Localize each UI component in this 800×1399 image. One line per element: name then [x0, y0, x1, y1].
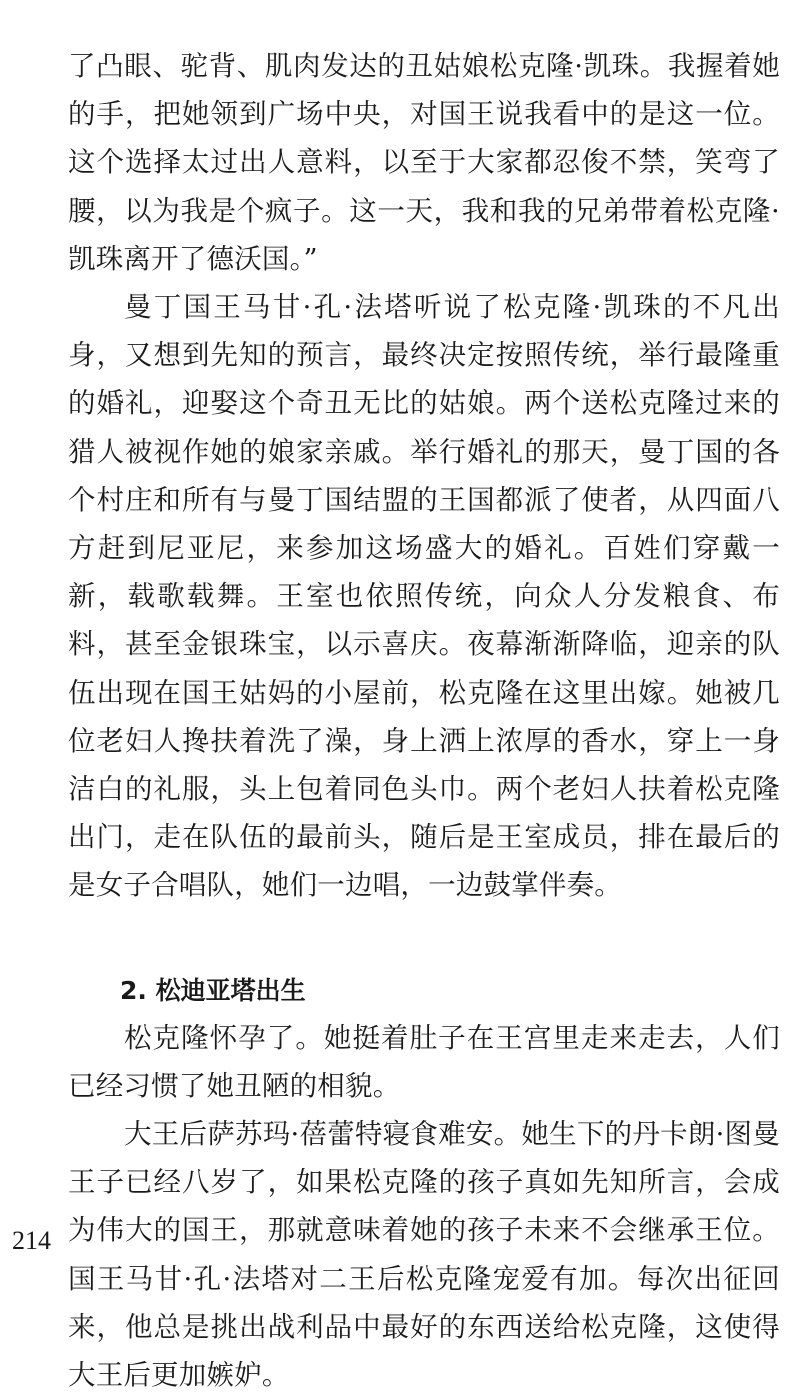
page-number: 214	[12, 1226, 51, 1255]
paragraph-continuation: 了凸眼、驼背、肌肉发达的丑姑娘松克隆·凯珠。我握着她的手，把她领到广场中央，对国王说我看中的是这一位。这个选择太过出人意料，以至于大家都忍俊不禁，笑弯了腰，以为我是个疯子。这一天，我和我的兄弟带着松克隆·凯珠离开了德沃国。”	[68, 50, 780, 275]
paragraph-queen-jealousy: 大王后萨苏玛·蓓蕾特寝食难安。她生下的丹卡朗·图曼王子已经八岁了，如果松克隆的孩子真如先知所言，会成为伟大的国王，那就意味着她的孩子未来不会继承王位。国王马甘·孔·法塔对二王后松克隆宠爱有加。每次出征回来，他总是挑出战利品中最好的东西送给松克隆，这使得大王后更加嫉妒。	[68, 1118, 780, 1392]
paragraph-wedding: 曼丁国王马甘·孔·法塔听说了松克隆·凯珠的不凡出身，又想到先知的预言，最终决定按照传统，举行最隆重的婚礼，迎娶这个奇丑无比的姑娘。两个送松克隆过来的猎人被视作她的娘家亲戚。举行婚礼的那天，曼丁国的各个村庄和所有与曼丁国结盟的王国都派了使者，从四面八方赶到尼亚尼，来参加这场盛大的婚礼。百姓们穿戴一新，载歌载舞。王室也依照传统，向众人分发粮食、布料，甚至金银珠宝，以示喜庆。夜幕渐渐降临，迎亲的队伍出现在国王姑妈的小屋前，松克隆在这里出嫁。她被几位老妇人搀扶着洗了澡，身上洒上浓厚的香水，穿上一身洁白的礼服，头上包着同色头巾。两个老妇人扶着松克隆出门，走在队伍的最前头，随后是王室成员，排在最后的是女子合唱队，她们一边唱，一边鼓掌伴奏。	[68, 291, 780, 902]
section-heading: 2. 松迪亚塔出生	[120, 975, 306, 1005]
paragraph-pregnancy: 松克隆怀孕了。她挺着肚子在王宫里走来走去，人们已经习惯了她丑陋的相貌。	[68, 1021, 780, 1102]
page-body	[68, 42, 780, 1399]
